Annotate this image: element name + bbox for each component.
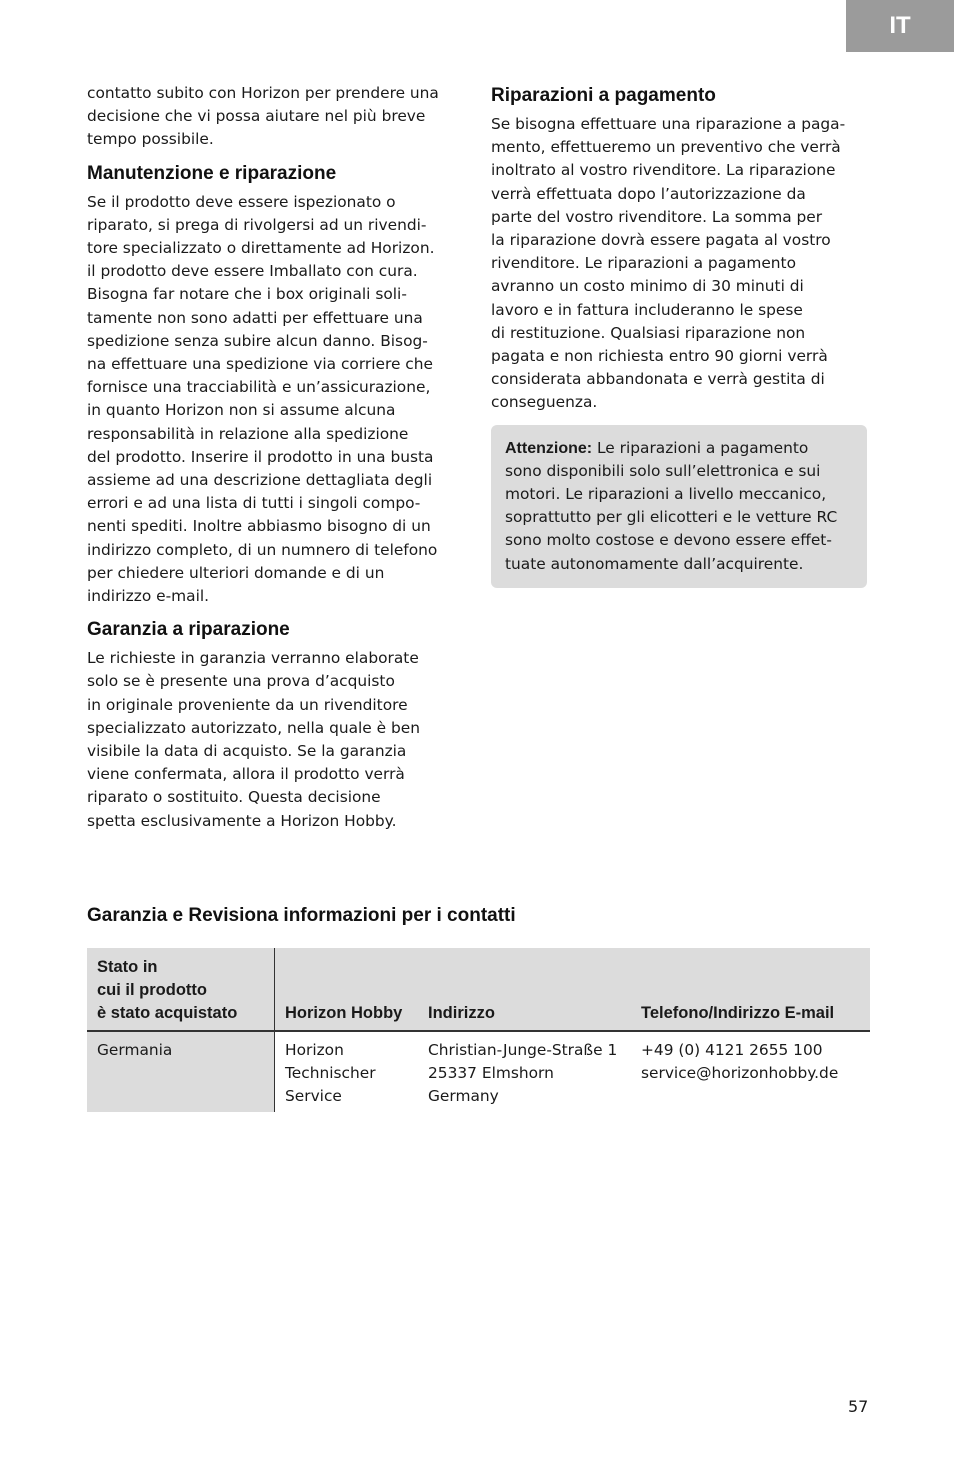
cell-contact: +49 (0) 4121 2655 100 service@horizonhobby.de <box>641 1040 839 1082</box>
right-column <box>491 82 867 588</box>
contacts-table <box>87 948 870 1112</box>
language-tab: IT <box>846 0 954 52</box>
warranty-repair-paragraph: Le richieste in garanzia verranno elaborate solo se è presente una prova d’acquisto in originale proveniente da un rivenditore specializzato autorizzato, nella quale è ben visibile la data di acquisto. Se la garanzia viene confermata, allora il prodotto verrà riparato o sostituito. Questa decisione spetta esclusivamente a Horizon Hobby. <box>87 649 421 830</box>
contacts-header-row <box>87 948 870 1031</box>
left-column <box>87 82 459 833</box>
cell-country: Germania <box>87 1031 275 1113</box>
column-header-company: Horizon Hobby <box>275 948 419 1031</box>
cell-company: Horizon Technischer Service <box>285 1040 376 1106</box>
attention-label: Attenzione: <box>505 439 593 457</box>
attention-body: Le riparazioni a pagamento sono disponibili solo sull’elettronica e sui motori. Le riparazioni a livello meccanico, soprattutto per gli elicotteri e le vetture RC sono molto costose e devono essere effet- tuate autonomamente dall’acquirente. <box>505 438 838 573</box>
contacts-heading: Garanzia e Revisiona informazioni per i contatti <box>87 905 516 926</box>
page-number: 57 <box>848 1397 869 1416</box>
column-header-country: Stato in cui il prodotto è stato acquistato <box>87 948 275 1031</box>
paid-repairs-heading: Riparazioni a pagamento <box>491 85 716 106</box>
paid-repairs-paragraph: Se bisogna effettuare una riparazione a paga- mento, effettueremo un preventivo che verrà inoltrato al vostro rivenditore. La riparazione verrà effettuata dopo l’autorizzazione da parte del vostro rivenditore. La somma per la riparazione dovrà essere pagata al vostro rivenditore. Le riparazioni a pagamento avranno un costo minimo di 30 minuti di lavoro e in fattura includeranno le spese di restituzione. Qualsiasi riparazione non pagata e non richiesta entro 90 giorni verrà considerata abbandonata e verrà gestita di conseguenza. <box>491 115 846 412</box>
maintenance-paragraph: Se il prodotto deve essere ispezionato o riparato, si prega di rivolgersi ad un rivendi- tore specializzato o direttamente ad Horizon. il prodotto deve essere Imballato con cura. Bisogna far notare che i box originali soli- tamente non sono adatti per effettuare una spedizione senza subire alcun danno. Bisog- na effettuare una spedizione via corriere che fornisce una tracciabilità e un’assicurazione, in quanto Horizon non si assume alcuna responsabilità in relazione alla spedizione del prodotto. Inserire il prodotto in una busta assieme ad una descrizione dettagliata degli errori e ad una lista di tutti i singoli compo- nenti spediti. Inoltre abbiasmo bisogno di un indirizzo completo, di un numnero di telefono per chiedere ulteriori domande e di un indirizzo e-mail. <box>87 192 438 606</box>
column-header-contact: Telefono/Indirizzo E-mail <box>631 948 870 1031</box>
maintenance-heading: Manutenzione e riparazione <box>87 162 337 184</box>
cell-address: Christian-Junge-Straße 1 25337 Elmshorn Germany <box>428 1040 618 1106</box>
table-row <box>87 1031 870 1113</box>
attention-note-text <box>505 437 853 576</box>
column-header-address: Indirizzo <box>418 948 631 1031</box>
attention-note <box>491 425 867 588</box>
intro-paragraph: contatto subito con Horizon per prendere una decisione che vi possa aiutare nel più breve tempo possibile. <box>87 84 439 149</box>
warranty-repair-heading: Garanzia a riparazione <box>87 619 290 641</box>
